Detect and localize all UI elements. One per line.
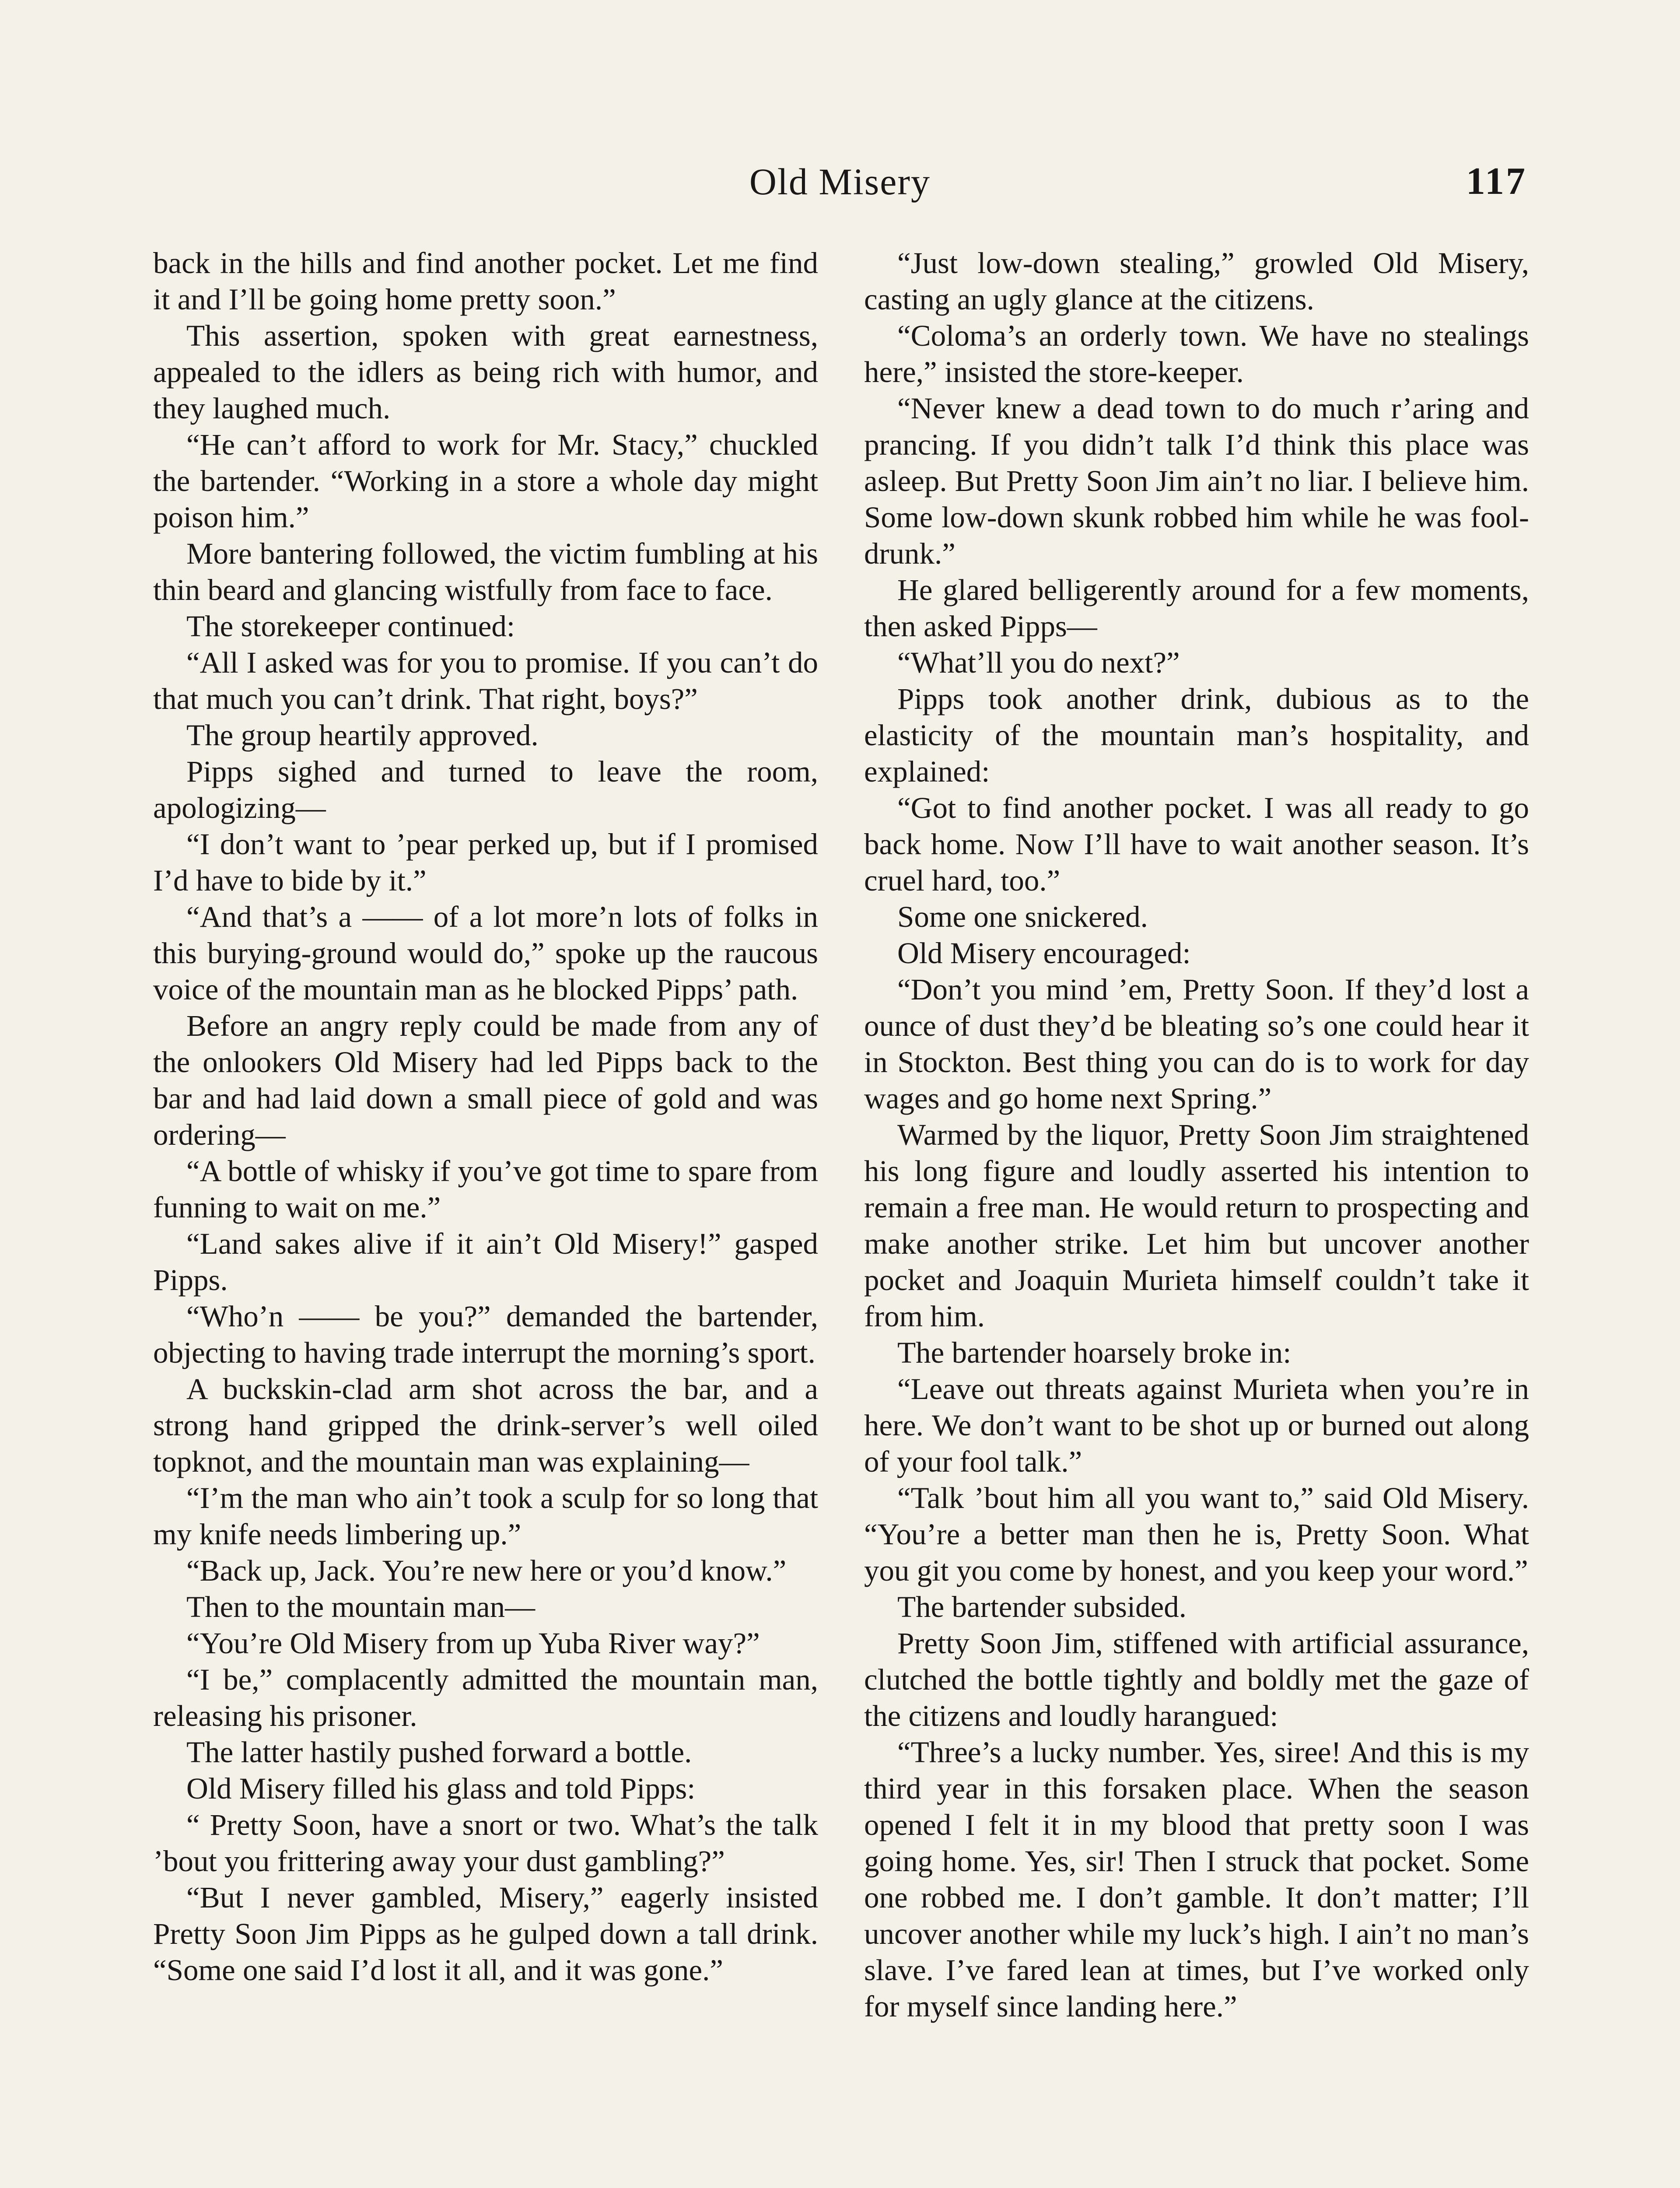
paragraph: “Never knew a dead town to do much r’aring and prancing. If you didn’t talk I’d think this place was asleep. But Pretty Soon Jim ain’t no liar. I believe him. Some low-down skunk robbed him while he was fool-drunk.”: [864, 392, 1529, 570]
paragraph: “I don’t want to ’pear perked up, but if I promised I’d have to bide by it.”: [153, 828, 818, 897]
paragraph: “Talk ’bout him all you want to,” said Old Misery. “You’re a better man then he is, Pretty Soon. What you git you come by honest, and you keep your word.”: [864, 1481, 1529, 1587]
paragraph: More bantering followed, the victim fumbling at his thin beard and glancing wistfully from face to face.: [153, 537, 818, 607]
paragraph: “You’re Old Misery from up Yuba River way?”: [186, 1627, 760, 1660]
paragraph: The group heartily approved.: [186, 719, 539, 752]
paragraph: Pipps sighed and turned to leave the room, apologizing—: [153, 755, 818, 824]
paragraph: “All I asked was for you to promise. If you can’t do that much you can’t drink. That right, boys?”: [153, 646, 818, 715]
paragraph: This assertion, spoken with great earnestness, appealed to the idlers as being rich with humor, and they laughed much.: [153, 319, 818, 425]
paragraph: “But I never gambled, Misery,” eagerly insisted Pretty Soon Jim Pipps as he gulped down a tall drink. “Some one said I’d lost it all, and it was gone.”: [153, 1881, 818, 1987]
paragraph: “Got to find another pocket. I was all ready to go back home. Now I’ll have to wait another season. It’s cruel hard, too.”: [864, 791, 1529, 897]
paragraph: Before an angry reply could be made from any of the onlookers Old Misery had led Pipps back to the bar and had laid down a small piece of gold and was ordering—: [153, 1009, 818, 1151]
paragraph: “A bottle of whisky if you’ve got time to spare from funning to wait on me.”: [153, 1154, 818, 1224]
paragraph: The latter hastily pushed forward a bottle.: [186, 1736, 692, 1769]
paragraph: “ Pretty Soon, have a snort or two. What’s the talk ’bout you frittering away your dust gambling?”: [153, 1808, 818, 1878]
paragraph: “Three’s a lucky number. Yes, siree! And this is my third year in this forsaken place. When the season opened I felt it in my blood that pretty soon I was going home. Yes, sir! Then I struck that pocket. Some one robbed me. I don’t gamble. It don’t matter; I’ll uncover another while my luck’s high. I ain’t no man’s slave. I’ve fared lean at times, but I’ve worked only for myself since landing here.”: [864, 1736, 1529, 2023]
left-column: [153, 245, 818, 1988]
paragraph: The bartender hoarsely broke in:: [897, 1336, 1292, 1369]
paragraph: “Land sakes alive if it ain’t Old Misery!” gasped Pipps.: [153, 1227, 818, 1297]
paragraph: Old Misery filled his glass and told Pipps:: [186, 1772, 696, 1805]
paragraph: “I’m the man who ain’t took a sculp for so long that my knife needs limbering up.”: [153, 1481, 818, 1551]
paragraph: Then to the mountain man—: [186, 1590, 536, 1623]
paragraph: Warmed by the liquor, Pretty Soon Jim straightened his long figure and loudly asserted his intention to remain a free man. He would return to prospecting and make another strike. Let him but uncover another pocket and Joaquin Murieta himself couldn’t take it from him.: [864, 1118, 1529, 1333]
paragraph: “Just low-down stealing,” growled Old Misery, casting an ugly glance at the citizens.: [864, 246, 1529, 316]
running-title: Old Misery: [749, 161, 931, 203]
paragraph: A buckskin-clad arm shot across the bar, and a strong hand gripped the drink-server’s well oiled topknot, and the mountain man was explaining—: [153, 1372, 818, 1478]
page-number: 117: [1466, 160, 1527, 203]
paragraph: “He can’t afford to work for Mr. Stacy,” chuckled the bartender. “Working in a store a whole day might poison him.”: [153, 428, 818, 534]
paragraph: Old Misery encouraged:: [897, 936, 1191, 970]
paragraph: Pipps took another drink, dubious as to the elasticity of the mountain man’s hospitality, and explained:: [864, 682, 1529, 788]
paragraph: The bartender subsided.: [897, 1590, 1187, 1623]
paragraph: “Leave out threats against Murieta when you’re in here. We don’t want to be shot up or burned out along of your fool talk.”: [864, 1372, 1529, 1478]
paragraph: Some one snickered.: [897, 900, 1148, 933]
paragraph: “Don’t you mind ’em, Pretty Soon. If they’d lost a ounce of dust they’d be bleating so’s one could hear it in Stockton. Best thing you can do is to work for day wages and go home next Spring.”: [864, 973, 1529, 1115]
paragraph: He glared belligerently around for a few moments, then asked Pipps—: [864, 573, 1529, 643]
paragraph: “What’ll you do next?”: [897, 646, 1180, 679]
paragraph: “Coloma’s an orderly town. We have no stealings here,” insisted the store-keeper.: [864, 319, 1529, 389]
paragraph: back in the hills and find another pocket. Let me find it and I’ll be going home pretty soon.”: [153, 246, 818, 316]
paragraph: “Back up, Jack. You’re new here or you’d know.”: [186, 1554, 787, 1587]
paragraph: “Who’n —— be you?” demanded the bartender, objecting to having trade interrupt the morning’s sport.: [153, 1300, 818, 1369]
page-header: [153, 155, 1527, 208]
paragraph: “I be,” complacently admitted the mountain man, releasing his prisoner.: [153, 1663, 818, 1732]
paragraph: “And that’s a —— of a lot more’n lots of folks in this burying-ground would do,” spoke up the raucous voice of the mountain man as he blocked Pipps’ path.: [153, 900, 818, 1006]
paragraph: Pretty Soon Jim, stiffened with artificial assurance, clutched the bottle tightly and boldly met the gaze of the citizens and loudly harangued:: [864, 1627, 1529, 1732]
right-column: [864, 245, 1529, 2025]
paragraph: The storekeeper continued:: [186, 610, 515, 643]
